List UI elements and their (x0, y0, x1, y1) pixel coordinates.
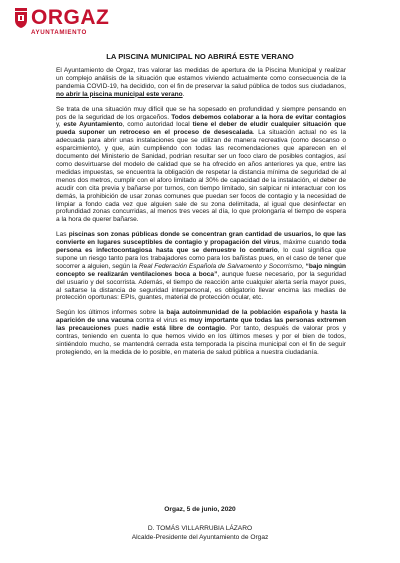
document-title: LA PISCINA MUNICIPAL NO ABRIRÁ ESTE VERANO (106, 52, 294, 61)
coat-of-arms-icon (14, 8, 28, 28)
document-date: Orgaz, 5 de junio, 2020 (164, 506, 236, 513)
paragraph-4: Según los últimos informes sobre la baja autoinmunidad de la población española y hasta la aparición de una vacuna contra el virus es muy importante que todas las personas extremen las precauciones pues nadie está libre de contagio. Por tanto, después de valorar pros y contras, teniendo en cuenta lo que hemos vivido en los últimos meses y por el bien de todos, sintiéndolo mucho, se mantendrá cerrada esta temporada la piscina municipal con el fin de seguir protegiendo, en la medida de lo posible, en materia de salud pública a nuestra ciudadanía. (56, 309, 346, 356)
logo-name: ORGAZ (31, 6, 110, 29)
paragraph-3: Las piscinas son zonas públicas donde se concentran gran cantidad de usuarios, lo que las convierte en lugares susceptibles de contagio y propagación del virus, máxime cuando toda persona es infectocontagiosa hasta que se demuestre lo contrario, lo cual significa que supone un riesgo tanto para los trabajadores como para los bañistas pues, en el caso de tener que socorrer a alguien, según la Real Federación Española de Salvamento y Socorrismo, “bajo ningún concepto se realizarán ventilaciones boca a boca”, aunque fuese necesario, por la seguridad del usuario y del socorrista. Además, el tiempo de reacción ante cualquier alerta sería mayor pues, al saltarse la distancia de seguridad interpersonal, es obligatorio llevar encima las medias de protección oportunas: EPIs, guantes, material de protección ocular, etc. (56, 231, 347, 302)
signatory-role: Alcalde-Presidente del Ayuntamiento de Orgaz (131, 534, 269, 541)
paragraph-1: El Ayuntamiento de Orgaz, tras valorar las medidas de apertura de la Piscina Municipal y realizar un complejo análisis de la situación que estamos viviendo actualmente como consecuencia de la pandemia COVID-19, ha decidido, con el fin de preservar la salud pública de todos sus ciudadanos, no abrir la piscina municipal este verano. (56, 67, 346, 98)
document-body (56, 67, 346, 364)
logo-subtitle: AYUNTAMIENTO (31, 29, 87, 36)
signatory-name: D. TOMÁS VILLARRUBIA LÁZARO (147, 525, 253, 532)
paragraph-2: Se trata de una situación muy difícil que se ha sopesado en profundidad y siempre pensando en pos de la seguridad de los orgaceños. Todos debemos colaborar a la hora de evitar contagios y, este Ayuntamiento, como autoridad local tiene el deber de eludir cualquier situación que pueda suponer un retroceso en el proceso de desescalada. La situación actual no es la adecuada para abrir unas instalaciones que se utilizan de manera recreativa (como descanso o esparcimiento), y que, aún cumpliendo con todas las recomendaciones que aparecen en el documento del Ministerio de Sanidad, podrían resultar ser un foco claro de posibles contagios, así como desvirtuarse del modelo de calidad que se ha ofrecido en años anteriores ya que, entre las medidas impuestas, se encuentra la obligación de respetar la distancia mínima de seguridad de al menos dos metros, cumplir con el aforo limitado al 30% de capacidad de la instalación, el deber de acudir con cita previa y bañarse por turnos, con tiempo limitado, sin salpicar ni interactuar con los demás, la prohibición de usar zonas comunes que puedan ser focos de contagio y la necesidad de limpiar a fondo cada vez que alguien sale de su zona delimitada, al igual que desinfectar en profundidad zonas concurridas, al menos tres veces al día, lo que prolongaría el tiempo de espera a la hora de querer bañarse. (56, 105, 346, 224)
ayuntamiento-logo (14, 8, 124, 38)
signature-block (0, 524, 400, 542)
